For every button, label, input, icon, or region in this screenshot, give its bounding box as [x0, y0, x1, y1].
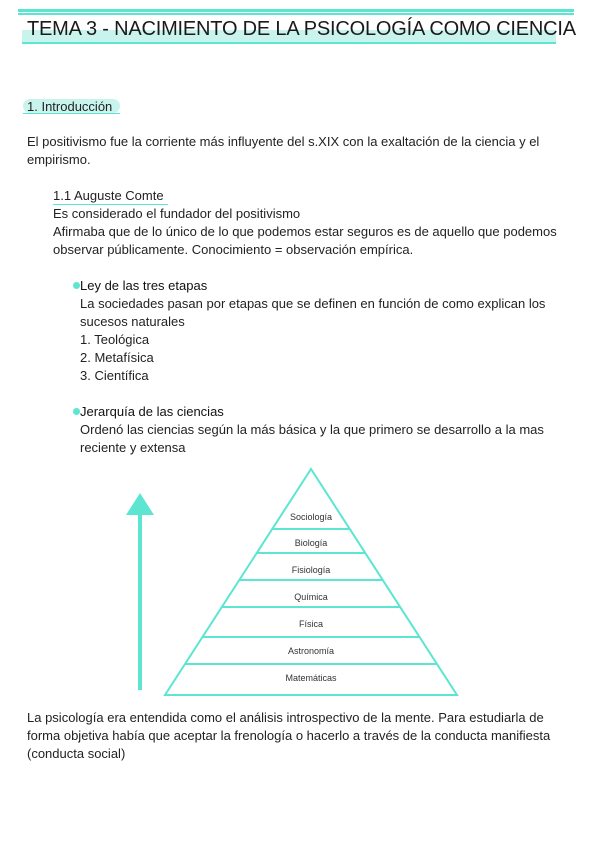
intro-heading: 1. Introducción — [27, 99, 113, 114]
pyramid-outline — [165, 469, 457, 695]
jerarquia-line-2: reciente y extensa — [80, 440, 186, 455]
intro-paragraph-line-1: El positivismo fue la corriente más influyente del s.XIX con la exaltación de la ciencia y el — [27, 134, 540, 149]
pyramid-level-label: Física — [298, 619, 324, 629]
ley-line-1: La sociedades pasan por etapas que se definen en función de como explican los — [80, 296, 546, 311]
pyramid-level-label: Fisiología — [291, 565, 331, 575]
pyramid-level-label: Sociología — [289, 512, 333, 522]
up-arrow — [126, 493, 154, 690]
comte-line-2: Afirmaba que de lo único de lo que podemos estar seguros es de aquello que podemos — [53, 224, 557, 239]
jerarquia-heading: Jerarquía de las ciencias — [80, 404, 224, 419]
ley-list-item-2: 2. Metafísica — [80, 350, 154, 365]
conclusion-line-3: (conducta social) — [27, 746, 126, 761]
pyramid-level-label: Astronomía — [287, 646, 335, 656]
comte-heading: 1.1 Auguste Comte — [53, 188, 164, 203]
ley-list-item-3: 3. Científica — [80, 368, 149, 383]
ley-heading: Ley de las tres etapas — [80, 278, 208, 293]
conclusion-line-1: La psicología era entendida como el análisis introspectivo de la mente. Para estudiarla de — [27, 710, 544, 725]
intro-paragraph-line-2: empirismo. — [27, 152, 91, 167]
comte-line-3: observar públicamente. Conocimiento = observación empírica. — [53, 242, 414, 257]
pyramid-level-label: Matemáticas — [285, 673, 337, 683]
page-title: TEMA 3 - NACIMIENTO DE LA PSICOLOGÍA COMO CIENCIA — [27, 18, 576, 40]
pyramid — [165, 469, 457, 695]
comte-line-1: Es considerado el fundador del positivismo — [53, 206, 301, 221]
pyramid-level-label: Biología — [294, 538, 328, 548]
ley-list-item-1: 1. Teológica — [80, 332, 150, 347]
conclusion-line-2: forma objetiva había que aceptar la frenología o hacerlo a través de la conducta manifiesta — [27, 728, 551, 743]
pyramid-level-label: Química — [294, 592, 328, 602]
ley-line-2: sucesos naturales — [80, 314, 185, 329]
jerarquia-line-1: Ordenó las ciencias según la más básica y la que primero se desarrollo a la mas — [80, 422, 544, 437]
